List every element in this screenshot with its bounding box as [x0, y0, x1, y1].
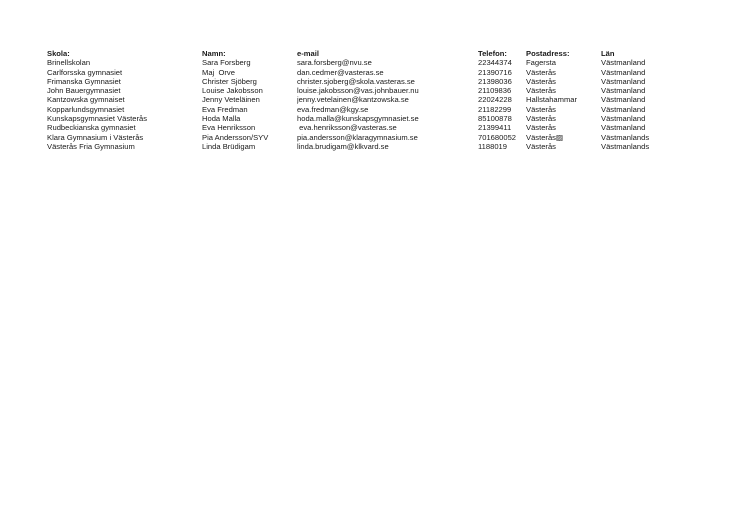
cell-namn: Louise Jakobsson: [202, 86, 263, 96]
contacts-table: [47, 49, 677, 151]
cell-email: jenny.vetelainen@kantzowska.se: [297, 95, 409, 105]
cell-postadress: Västerås: [526, 114, 556, 124]
cell-postadress: Västerås: [526, 123, 556, 133]
cell-email: pia.andersson@klaragymnasium.se: [297, 132, 418, 142]
cell-skola: Klara Gymnasium i Västerås: [47, 132, 144, 142]
cell-email: linda.brudigam@klkvard.se: [297, 141, 389, 151]
cell-telefon: 21182299: [478, 104, 512, 114]
cell-postadress: Västerås▨: [526, 132, 564, 142]
cell-skola: Kopparlundsgymnasiet: [47, 104, 125, 114]
header-postadress: Postadress:: [526, 49, 570, 58]
table-row: [47, 77, 677, 86]
table-row: [47, 142, 677, 151]
cell-skola: Kunskapsgymnasiet Västerås: [47, 114, 148, 124]
cell-namn: Christer Sjöberg: [202, 76, 257, 86]
table-row: [47, 105, 677, 114]
cell-lan: Västmanland: [601, 95, 646, 105]
cell-postadress: Västerås: [526, 104, 556, 114]
cell-postadress: Västerås: [526, 67, 556, 77]
cell-skola: Rudbeckianska gymnasiet: [47, 123, 136, 133]
cell-telefon: 21390716: [478, 67, 512, 77]
cell-telefon: 1188019: [478, 141, 507, 151]
table-row: [47, 133, 677, 142]
header-lan: Län: [601, 49, 615, 58]
cell-namn: Hoda Malla: [202, 114, 241, 124]
cell-postadress: Västerås: [526, 76, 556, 86]
cell-telefon: 21399411: [478, 123, 512, 133]
cell-telefon: 22024228: [478, 95, 512, 105]
cell-email: sara.forsberg@nvu.se: [297, 58, 372, 68]
table-row: [47, 95, 677, 104]
cell-postadress: Hallstahammar: [526, 95, 578, 105]
cell-namn: Pia Andersson/SYV: [202, 132, 269, 142]
cell-telefon: 21398036: [478, 76, 512, 86]
header-skola: Skola:: [47, 49, 70, 58]
cell-email: hoda.malla@kunskapsgymnasiet.se: [297, 114, 419, 124]
cell-postadress: Västerås: [526, 86, 556, 96]
cell-telefon: 21109836: [478, 86, 512, 96]
cell-telefon: 701680052: [478, 132, 517, 142]
cell-postadress: Fagersta: [526, 58, 556, 68]
table-row: [47, 86, 677, 95]
cell-lan: Västmanland: [601, 58, 646, 68]
cell-lan: Västmanland: [601, 67, 646, 77]
table-row: [47, 114, 677, 123]
cell-email: eva.henriksson@vasteras.se: [297, 123, 397, 133]
cell-skola: Frimanska Gymnasiet: [47, 76, 121, 86]
cell-namn: Eva Fredman: [202, 104, 248, 114]
cell-namn: Maj Orve: [202, 67, 235, 77]
cell-lan: Västmanlands: [601, 132, 650, 142]
cell-lan: Västmanland: [601, 104, 646, 114]
cell-skola: Kantzowska gymnaiset: [47, 95, 125, 105]
cell-skola: Carlforsska gymnasiet: [47, 67, 123, 77]
cell-skola: John Bauergymnasiet: [47, 86, 121, 96]
cell-email: dan.cedmer@vasteras.se: [297, 67, 384, 77]
cell-namn: Linda Brüdigam: [202, 141, 256, 151]
cell-email: christer.sjoberg@skola.vasteras.se: [297, 76, 415, 86]
cell-namn: Jenny Veteläinen: [202, 95, 260, 105]
cell-skola: Västerås Fria Gymnasium: [47, 141, 135, 151]
table-row: [47, 123, 677, 132]
table-row: [47, 68, 677, 77]
cell-namn: Eva Henriksson: [202, 123, 256, 133]
cell-namn: Sara Forsberg: [202, 58, 251, 68]
cell-lan: Västmanland: [601, 86, 646, 96]
cell-lan: Västmanland: [601, 76, 646, 86]
cell-lan: Västmanland: [601, 114, 646, 124]
cell-lan: Västmanlands: [601, 141, 650, 151]
header-telefon: Telefon:: [478, 49, 507, 58]
header-namn: Namn:: [202, 49, 226, 58]
cell-telefon: 22344374: [478, 58, 512, 68]
table-row: [47, 58, 677, 67]
cell-telefon: 85100878: [478, 114, 512, 124]
cell-lan: Västmanland: [601, 123, 646, 133]
cell-email: eva.fredman@kgy.se: [297, 104, 369, 114]
header-row: [47, 49, 677, 58]
cell-email: louise.jakobsson@vas.johnbauer.nu: [297, 86, 419, 96]
header-email: e-mail: [297, 49, 319, 58]
cell-skola: Brinellskolan: [47, 58, 91, 68]
cell-postadress: Västerås: [526, 141, 556, 151]
